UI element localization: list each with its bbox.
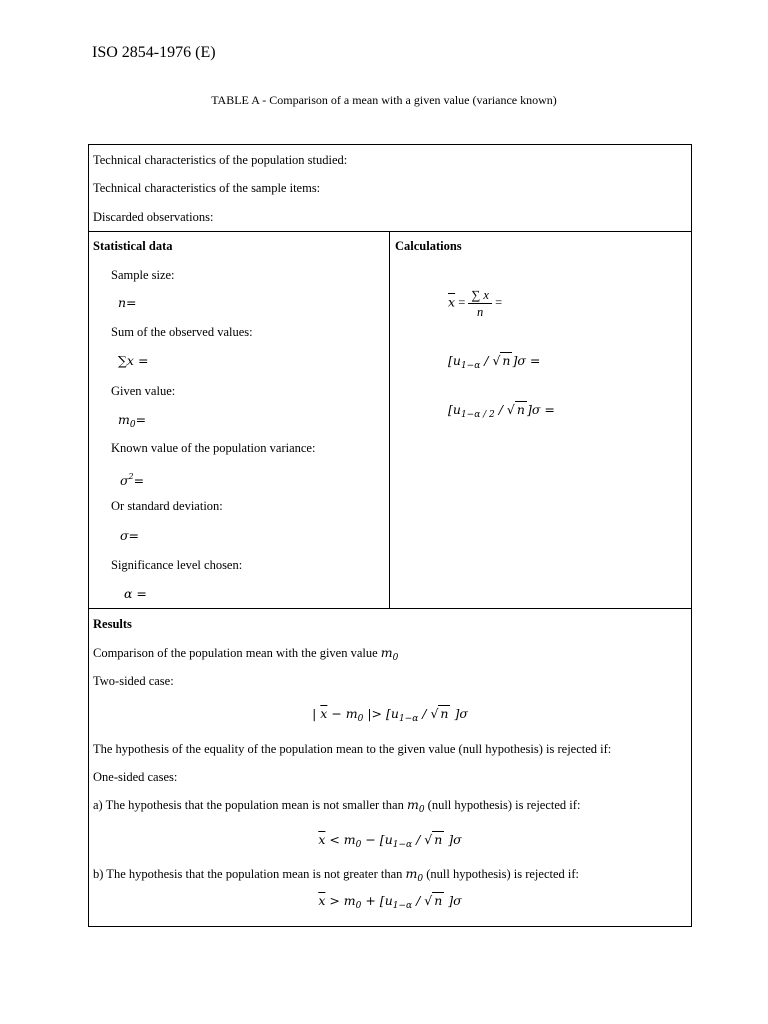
given-value-label: Given value: bbox=[111, 384, 176, 398]
std-label: Or standard deviation: bbox=[111, 499, 223, 513]
variance-equation: $\sigma^2=$ bbox=[120, 472, 145, 488]
discarded-observations: Discarded observations: bbox=[93, 210, 214, 224]
case-a-formula: $\overline{x} < m_0 - [u_{1-\alpha}$ / √ n ]σ bbox=[318, 832, 462, 850]
divider-intro bbox=[88, 231, 692, 232]
m0-equation: $m_0=$ bbox=[118, 412, 147, 430]
two-sided-formula: | $\overline{x} - m_0$ |> [$u_{1-\alpha}$ / √ n ]σ bbox=[312, 706, 468, 724]
case-a-text: a) The hypothesis that the population mean is not smaller than $m_0$ (null hypothesis) is rejected if: bbox=[93, 797, 581, 815]
results-heading: Results bbox=[93, 617, 132, 631]
case-b-formula: $\overline{x} > m_0 + [u_{1-\alpha}$ / √ n ]σ bbox=[318, 893, 462, 911]
divider-results bbox=[88, 608, 692, 609]
sample-size-label: Sample size: bbox=[111, 268, 175, 282]
null-rejected-text: The hypothesis of the equality of the population mean to the given value (null hypothesis) is rejected if: bbox=[93, 742, 612, 756]
critical-term-one-sided: [$u_{1-\alpha}$ / √ n ]σ = bbox=[448, 353, 541, 371]
population-characteristics: Technical characteristics of the population studied: bbox=[93, 153, 348, 167]
mean-fraction: $\frac{\sum x}{n}$ bbox=[468, 287, 492, 320]
critical-term-two-sided: [$u_{1-\alpha / 2}$ / √ n ]σ = bbox=[448, 402, 555, 420]
two-sided-label: Two-sided case: bbox=[93, 674, 174, 688]
sum-equation: ∑x = bbox=[118, 353, 149, 368]
alpha-equation: α = bbox=[124, 586, 147, 601]
table-title: TABLE A - Comparison of a mean with a given value (variance known) bbox=[211, 93, 557, 107]
variance-label: Known value of the population variance: bbox=[111, 441, 316, 455]
sigma-equation: σ= bbox=[120, 528, 140, 543]
sample-characteristics: Technical characteristics of the sample items: bbox=[93, 181, 321, 195]
column-divider bbox=[389, 231, 390, 608]
n-equation: n= bbox=[118, 295, 137, 310]
one-sided-label: One-sided cases: bbox=[93, 770, 178, 784]
comparison-text: Comparison of the population mean with the given value $m_0$ bbox=[93, 645, 399, 663]
calculations-heading: Calculations bbox=[395, 239, 462, 253]
standard-id: ISO 2854-1976 (E) bbox=[92, 44, 216, 61]
mean-formula: $\overline{x}$ = $\frac{\sum x}{n}$ = bbox=[448, 288, 503, 319]
case-b-text: b) The hypothesis that the population mean is not greater than $m_0$ (null hypothesis) is rejected if: bbox=[93, 866, 580, 884]
sum-label: Sum of the observed values: bbox=[111, 325, 253, 339]
significance-label: Significance level chosen: bbox=[111, 558, 243, 572]
statistical-data-heading: Statistical data bbox=[93, 239, 173, 253]
